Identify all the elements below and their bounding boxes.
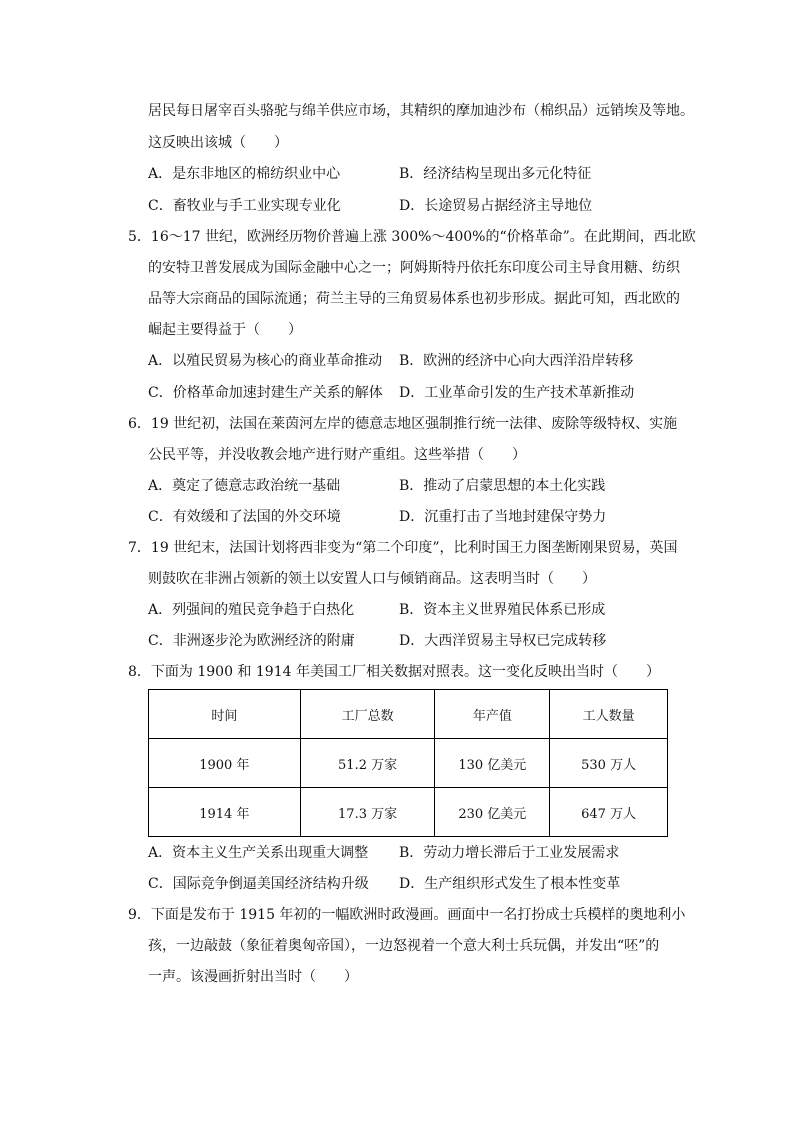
table-cell: 1900 年 xyxy=(149,739,301,788)
q8-option-b: B．劳动力增长滞后于工业发展需求 xyxy=(399,845,620,861)
q4-option-a: A．是东非地区的棉纺织业中心 xyxy=(148,166,341,182)
q4-option-b: B．经济结构呈现出多元化特征 xyxy=(399,166,592,182)
table-cell: 1914 年 xyxy=(149,788,301,837)
factory-data-table xyxy=(148,689,668,837)
q6-option-a: A．奠定了德意志政治统一基础 xyxy=(148,478,341,494)
table-cell: 17.3 万家 xyxy=(300,788,435,837)
q5-option-c: C．价格革命加速封建生产关系的解体 xyxy=(148,385,383,401)
q7-option-c: C．非洲逐步沦为欧洲经济的附庸 xyxy=(148,633,355,649)
table-cell: 230 亿美元 xyxy=(435,788,550,837)
table-row xyxy=(149,739,668,788)
table-cell: 51.2 万家 xyxy=(300,739,435,788)
table-cell: 130 亿美元 xyxy=(435,739,550,788)
q6-option-c: C．有效缓和了法国的外交环境 xyxy=(148,509,341,525)
q8-option-d: D．生产组织形式发生了根本性变革 xyxy=(399,876,621,892)
q6-option-d: D．沉重打击了当地封建保守势力 xyxy=(399,509,607,525)
table-row xyxy=(149,788,668,837)
q8-stem-line-1: 8．下面为 1900 和 1914 年美国工厂相关数据对照表。这一变化反映出当时（ ） xyxy=(128,664,660,680)
table-header-cell: 年产值 xyxy=(435,690,550,739)
q5-stem-line-2: 的安特卫普发展成为国际金融中心之一；阿姆斯特丹依托东印度公司主导食用糖、纺织 xyxy=(148,260,680,276)
q8-option-c: C．国际竞争倒逼美国经济结构升级 xyxy=(148,876,369,892)
q5-stem-line-1: 5．16～17 世纪，欧洲经历物价普遍上涨 300%～400%的“价格革命”。在此期间，西北欧 xyxy=(128,229,696,245)
q4-stem-line-2: 这反映出该城（ ） xyxy=(148,135,288,151)
q7-stem-line-2: 则鼓吹在非洲占领新的领土以安置人口与倾销商品。这表明当时（ ） xyxy=(148,571,596,587)
q6-option-b: B．推动了启蒙思想的本土化实践 xyxy=(399,478,606,494)
q6-stem-line-2: 公民平等，并没收教会地产进行财产重组。这些举措（ ） xyxy=(148,447,526,463)
q5-option-b: B．欧洲的经济中心向大西洋沿岸转移 xyxy=(399,353,634,369)
table-header-cell: 工人数量 xyxy=(550,690,668,739)
q7-stem-line-1: 7．19 世纪末，法国计划将西非变为“第二个印度”，比利时国王力图垄断刚果贸易，英国 xyxy=(128,540,678,556)
q7-option-a: A．列强间的殖民竞争趋于白热化 xyxy=(148,602,355,618)
q4-option-d: D．长途贸易占据经济主导地位 xyxy=(399,198,593,214)
table-header-cell: 工厂总数 xyxy=(300,690,435,739)
q8-option-a: A．资本主义生产关系出现重大调整 xyxy=(148,845,369,861)
q9-stem-line-3: 一声。该漫画折射出当时（ ） xyxy=(148,969,358,985)
table-header-row xyxy=(149,690,668,739)
q4-option-c: C．畜牧业与手工业实现专业化 xyxy=(148,198,341,214)
q7-option-d: D．大西洋贸易主导权已完成转移 xyxy=(399,633,607,649)
q5-stem-line-3: 品等大宗商品的国际流通；荷兰主导的三角贸易体系也初步形成。据此可知，西北欧的 xyxy=(148,291,680,307)
q9-stem-line-2: 孩，一边敲鼓（象征着奥匈帝国），一边怒视着一个意大利士兵玩偶，并发出“呸”的 xyxy=(148,938,660,954)
q5-option-a: A．以殖民贸易为核心的商业革命推动 xyxy=(148,353,383,369)
q7-option-b: B．资本主义世界殖民体系已形成 xyxy=(399,602,606,618)
q5-option-d: D．工业革命引发的生产技术革新推动 xyxy=(399,385,635,401)
q6-stem-line-1: 6．19 世纪初，法国在莱茵河左岸的德意志地区强制推行统一法律、废除等级特权、实施 xyxy=(128,416,678,432)
table-header-cell: 时间 xyxy=(149,690,301,739)
q9-stem-line-1: 9．下面是发布于 1915 年初的一幅欧洲时政漫画。画面中一名打扮成士兵模样的奥地利小 xyxy=(128,907,686,923)
table-cell: 647 万人 xyxy=(550,788,668,837)
q4-stem-line-1: 居民每日屠宰百头骆驼与绵羊供应市场，其精织的摩加迪沙布（棉织品）远销埃及等地。 xyxy=(148,103,694,119)
q5-stem-line-4: 崛起主要得益于（ ） xyxy=(148,322,302,338)
table-cell: 530 万人 xyxy=(550,739,668,788)
